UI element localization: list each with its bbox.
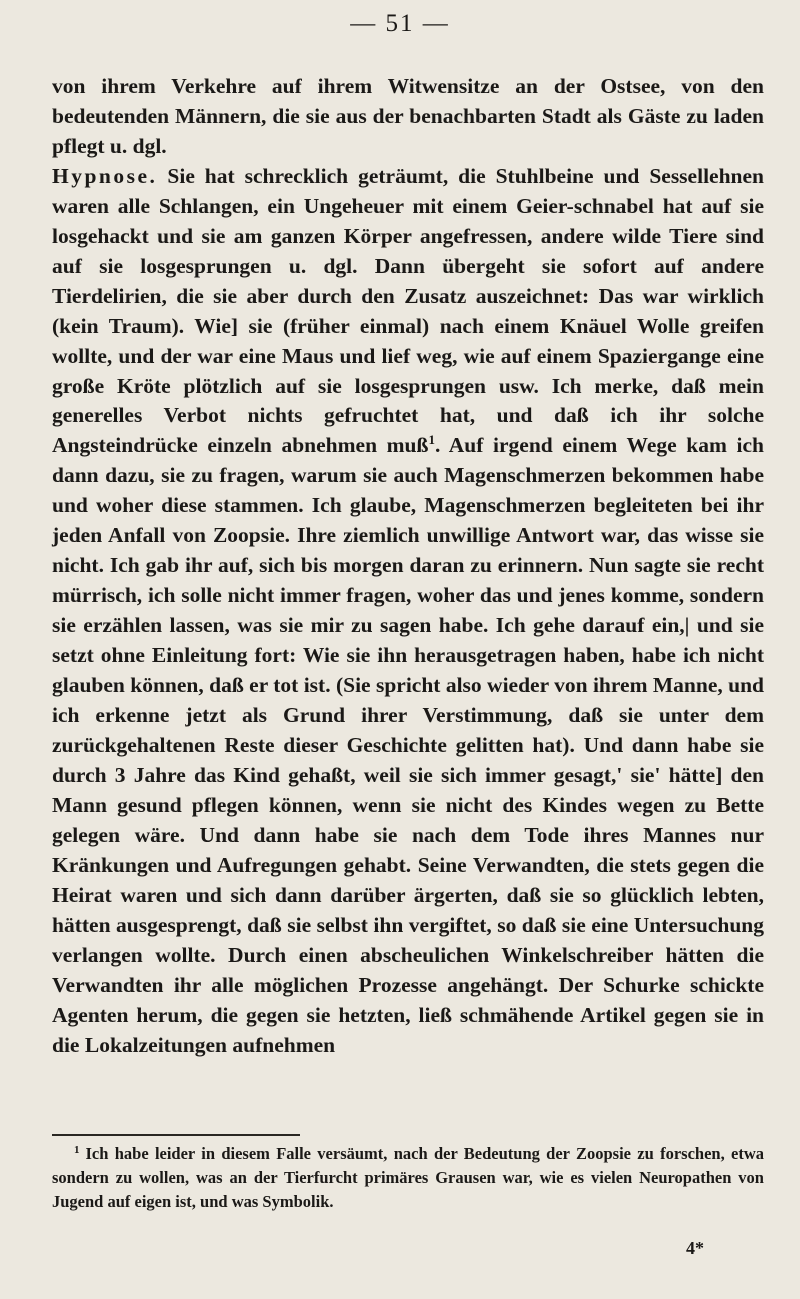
paragraph-1: von ihrem Verkehre auf ihrem Witwensitze an der Ostsee, von den bedeutenden Männern, die sie aus der benachbarten Stadt als Gäste zu laden pflegt u. dgl. — [52, 74, 764, 158]
footnote-divider — [52, 1134, 300, 1136]
footnote-reference: 1 — [428, 432, 435, 448]
body-text — [52, 72, 764, 1060]
page-number: — 51 — — [350, 10, 450, 37]
section-heading-hypnose: Hypnose. — [52, 163, 158, 188]
footnote — [52, 1142, 764, 1214]
paragraph-2-text-a: Sie hat schrecklich geträumt, die Stuhlbeine und Sessellehnen waren alle Schlangen, ein Ungeheuer mit einem Geier-schnabel hat auf sie losgehackt und sie am ganzen Körper angefressen, andere wilde Tiere sind auf sie losgesprungen u. dgl. Dann übergeht sie sofort auf andere Tierdelirien, die sie aber durch den Zusatz auszeichnet: Das war wirklich (kein Traum). Wie] sie (früher einmal) nach einem Knäuel Wolle greifen wollte, und der war eine Maus und lief weg, wie auf einem Spaziergange eine große Kröte plötzlich auf sie losgesprungen usw. Ich merke, daß mein generelles Verbot nichts gefruchtet hat, und daß ich ihr solche Angsteindrücke einzeln abnehmen muß — [52, 163, 764, 458]
paragraph-2 — [52, 162, 764, 1061]
printer-signature: 4* — [686, 1238, 704, 1258]
footnote-mark: 1 — [74, 1143, 80, 1156]
footnote-text: Ich habe leider in diesem Falle versäumt, nach der Bedeutung der Zoopsie zu forschen, etwa sondern zu wollen, was an der Tierfurcht primäres Grausen war, wie es vielen Neuropathen von Jugend auf eigen ist, und was Symbolik. — [52, 1144, 764, 1211]
paragraph-2-text-b: . Auf irgend einem Wege kam ich dann dazu, sie zu fragen, warum sie auch Magenschmerzen bekommen habe und woher diese stammen. Ich glaube, Magenschmerzen begleiteten bei ihr jeden Anfall von Zoopsie. Ihre ziemlich unwillige Antwort war, das wisse sie nicht. Ich gab ihr auf, sich bis morgen daran zu erinnern. Nun sagte sie recht mürrisch, ich solle nicht immer fragen, woher das und jenes komme, sondern sie erzählen lassen, was sie mir zu sagen habe. Ich gehe darauf ein,| und sie setzt ohne Einleitung fort: Wie sie ihn herausgetragen haben, habe ich nicht glauben können, daß er tot ist. (Sie spricht also wieder von ihrem Manne, und ich erkenne jetzt als Grund ihrer Verstimmung, daß sie unter dem zurückgehaltenen Reste dieser Geschichte gelitten hat). Und dann habe sie durch 3 Jahre das Kind gehaßt, weil sie sich immer gesagt,' sie' hätte] den Mann gesund pflegen können, wenn sie nicht des Kindes wegen zu Bette gelegen wäre. Und dann habe sie nach dem Tode ihres Mannes nur Kränkungen und Aufregungen gehabt. Seine Verwandten, die stets gegen die Heirat waren und sich dann darüber ärgerten, daß sie so glücklich lebten, hätten ausgesprengt, daß sie selbst ihn vergiftet, so daß sie eine Untersuchung verlangen wollte. Durch einen abscheulichen Winkelschreiber hätten die Verwandten ihr alle möglichen Prozesse angehängt. Der Schurke schickte Agenten herum, die gegen sie hetzten, ließ schmähende Artikel gegen sie in die Lokalzeitungen aufnehmen — [52, 433, 764, 1057]
